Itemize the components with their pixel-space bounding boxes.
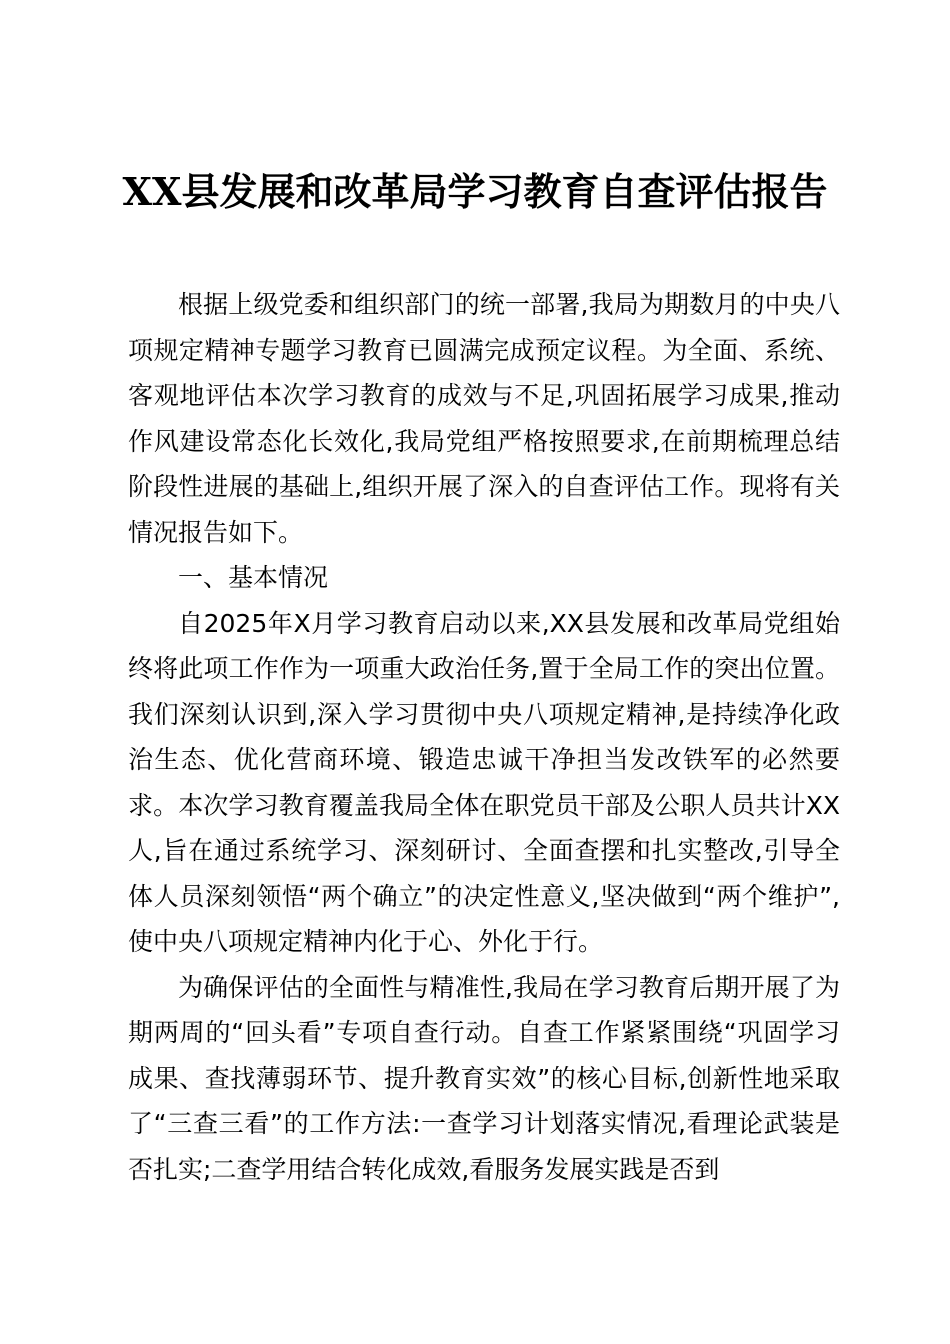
body-paragraph: 为确保评估的全面性与精准性,我局在学习教育后期开展了为期两周的“回头看”专项自查行动。自查工作紧紧围绕“巩固学习成果、查找薄弱环节、提升教育实效”的核心目标,创新性地采取了“三查三看”的工作方法:一查学习计划落实情况,看理论武装是否扎实;二查学用结合转化成效,看服务发展实践是否到 <box>128 972 840 1184</box>
body-paragraph: 自2025年X月学习教育启动以来,XX县发展和改革局党组始终将此项工作作为一项重大政治任务,置于全局工作的突出位置。我们深刻认识到,深入学习贯彻中央八项规定精神,是持续净化政治生态、优化营商环境、锻造忠诚干净担当发改铁军的必然要求。本次学习教育覆盖我局全体在职党员干部及公职人员共计XX人,旨在通过系统学习、深刻研讨、全面查摆和扎实整改,引导全体人员深刻领悟“两个确立”的决定性意义,坚决做到“两个维护”,使中央八项规定精神内化于心、外化于行。 <box>128 608 840 956</box>
document-title: XX县发展和改革局学习教育自查评估报告 <box>122 169 828 214</box>
section-heading: 一、基本情况 <box>178 563 329 592</box>
document-body <box>128 282 840 1192</box>
intro-paragraph: 根据上级党委和组织部门的统一部署,我局为期数月的中央八项规定精神专题学习教育已圆满完成预定议程。为全面、系统、客观地评估本次学习教育的成效与不足,巩固拓展学习成果,推动作风建设常态化长效化,我局党组严格按照要求,在前期梳理总结阶段性进展的基础上,组织开展了深入的自查评估工作。现将有关情况报告如下。 <box>128 290 840 547</box>
